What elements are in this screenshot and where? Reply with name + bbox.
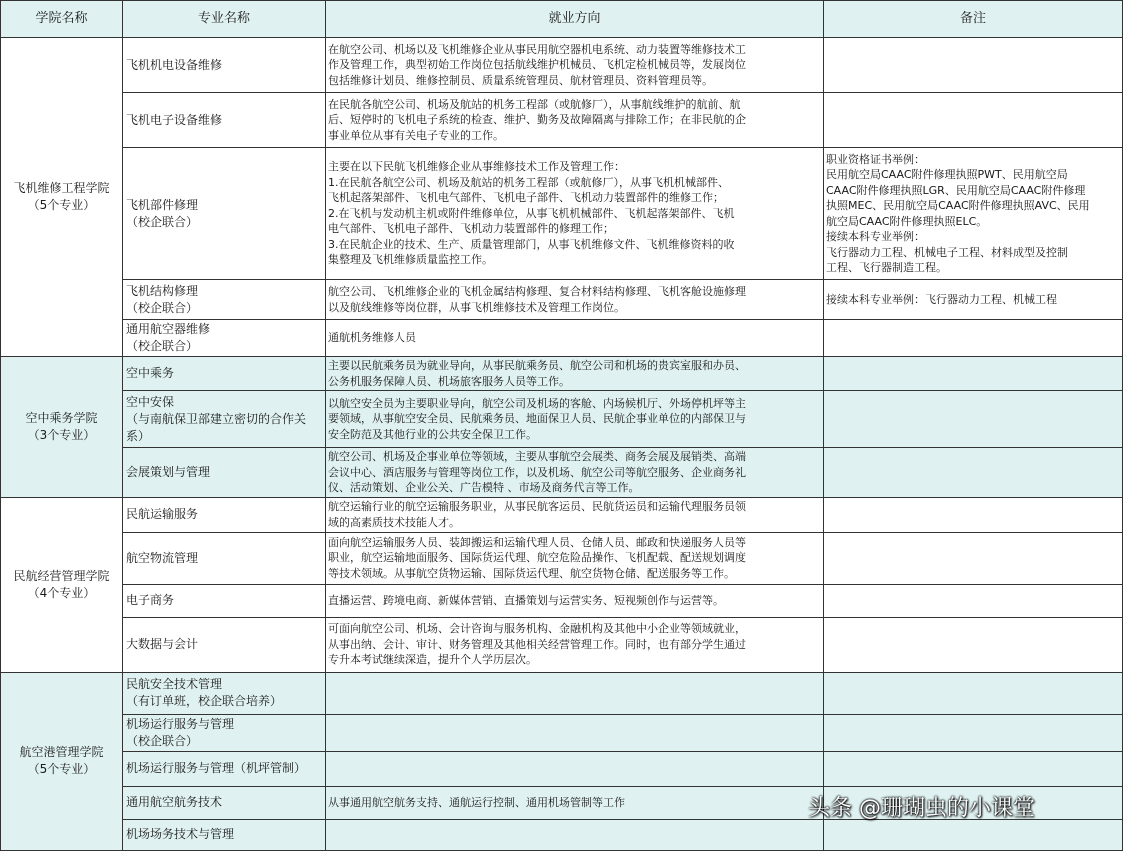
text-line: 执照MEC、民用航空局CAAC附件修理执照AVC、民用	[826, 199, 1090, 212]
college-name-cell	[1, 497, 123, 672]
text-line: 通航机务维修人员	[328, 331, 416, 345]
text-line: 安全防范及其他行业的公共安全保卫工作。	[328, 427, 537, 441]
table-row	[1, 391, 1123, 448]
text-line: 飞机部件修理	[126, 197, 199, 212]
text-line: 直播运营、跨境电商、新媒体营销、直播策划与运营实务、短视频创作与运营等。	[328, 593, 724, 607]
table-row	[1, 714, 1123, 751]
employment-direction-cell	[326, 148, 824, 280]
text-line: 空中乘务	[126, 366, 175, 380]
employment-direction-cell	[326, 320, 824, 357]
employment-direction-cell	[326, 584, 824, 617]
college-name-cell	[1, 672, 123, 850]
text-line: （校企联合）	[126, 214, 199, 229]
note-cell	[824, 148, 1123, 280]
note-cell	[824, 714, 1123, 751]
text-line: 通用航空器维修	[126, 322, 211, 336]
major-name-cell	[123, 38, 326, 93]
text-line: 民用航空局CAAC附件修理执照PWT、民用航空局	[826, 168, 1068, 181]
text-line: 职业资格证书举例：	[826, 152, 925, 166]
note-cell	[824, 819, 1123, 850]
text-line: 会议中心、酒店服务与管理等岗位工作，以及机场、航空公司等航空服务、企业商务礼	[328, 465, 746, 479]
text-line: 3.在民航企业的技术、生产、质量管理部门，从事飞机维修文件、飞机维修资料的收	[328, 237, 735, 251]
text-line: 事业单位从事有关电子专业的工作。	[328, 128, 504, 142]
text-line: 民航运输服务	[126, 507, 199, 521]
employment-direction-cell	[326, 672, 824, 714]
major-name-cell	[123, 617, 326, 672]
major-name-cell	[123, 320, 326, 357]
employment-direction-cell	[326, 617, 824, 672]
table-row	[1, 617, 1123, 672]
note-cell	[824, 497, 1123, 532]
employment-direction-cell	[326, 448, 824, 498]
major-name-cell	[123, 391, 326, 448]
text-line: 职业，航空运输地面服务、国际货运代理、航空危险品操作、飞机配载、配送规划调度	[328, 551, 746, 565]
text-line: 空中安保	[126, 394, 175, 409]
table-body	[1, 38, 1123, 851]
text-line: 空中乘务学院	[25, 410, 98, 425]
note-cell	[824, 38, 1123, 93]
note-cell	[824, 532, 1123, 584]
text-line: 飞机机电设备维修	[126, 57, 223, 72]
text-line: 主要以民航乘务员为就业导向，从事民航乘务员、航空公司和机场的贵宾室服和办员、	[328, 359, 746, 372]
text-line: 航空公司、机场及企事业单位等领域，主要从事航空会展类、商务会展及展销类、高端	[328, 450, 746, 463]
text-line: 民航安全技术管理	[126, 677, 223, 691]
major-name-cell	[123, 448, 326, 498]
note-cell	[824, 391, 1123, 448]
text-line: 飞机结构修理	[126, 283, 199, 298]
employment-direction-cell	[326, 497, 824, 532]
watermark-text: 头条 @珊瑚虫的小课堂	[808, 796, 1035, 821]
text-line: 以航空安全员为主要职业导向，航空公司及机场的客舱、内场候机厅、外场停机坪等主	[328, 396, 746, 410]
employment-direction-cell	[326, 819, 824, 850]
table-row	[1, 93, 1123, 148]
employment-direction-cell	[326, 532, 824, 584]
text-line: CAAC附件修理执照LGR、民用航空局CAAC附件修理	[826, 183, 1086, 197]
text-line: 通用航空航务技术	[126, 795, 223, 809]
major-name-cell	[123, 819, 326, 850]
employment-direction-cell	[326, 751, 824, 786]
text-line: 航空局CAAC附件修理执照ELC。	[826, 214, 988, 228]
employment-direction-cell	[326, 38, 824, 93]
text-line: （与南航保卫部建立密切的合作关	[126, 411, 307, 426]
text-line: 可面向航空公司、机场、会计咨询与服务机构、金融机构及其他中小企业等领域就业，	[328, 622, 746, 636]
major-name-cell	[123, 280, 326, 320]
text-line: 飞机维修工程学院	[13, 181, 110, 195]
text-line: （3个专业）	[27, 427, 96, 442]
major-name-cell	[123, 148, 326, 280]
text-line: 在航空公司、机场以及飞机维修企业从事民用航空器机电系统、动力装置等维修技术工	[328, 42, 746, 56]
header-note: 备注	[824, 1, 1123, 38]
text-line: 系）	[126, 428, 151, 443]
college-name-cell	[1, 38, 123, 357]
employment-direction-cell	[326, 93, 824, 148]
employment-direction-cell	[326, 357, 824, 391]
table-row	[1, 751, 1123, 786]
note-cell	[824, 320, 1123, 357]
text-line: 电子商务	[126, 593, 175, 607]
text-line: 主要在以下民航飞机维修企业从事维修技术工作及管理工作：	[328, 160, 625, 174]
text-line: 仪、活动策划、企业公关、广告模特 、市场及商务代言等工作。	[328, 481, 640, 494]
major-name-cell	[123, 584, 326, 617]
employment-direction-cell	[326, 786, 824, 819]
text-line: 公务机服务保障人员、机场旅客服务人员等工作。	[328, 374, 570, 388]
text-line: 民航经营管理学院	[13, 568, 110, 583]
note-cell	[824, 672, 1123, 714]
note-cell	[824, 93, 1123, 148]
text-line: 1.在民航各航空公司、机场及航站的机务工程部（或航修厂），从事飞机机械部件、	[328, 175, 729, 189]
employment-direction-cell	[326, 280, 824, 320]
major-name-cell	[123, 357, 326, 391]
text-line: 飞机起落架部件、飞机电气部件、飞机电子部件、飞机动力装置部件的维修工作；	[328, 191, 724, 205]
text-line: 包括维修计划员、维修控制员、质量系统管理员、航材管理员、资料管理员等。	[328, 73, 713, 87]
header-direction: 就业方向	[326, 1, 824, 38]
text-line: 接续本科专业举例：飞行器动力工程、机械工程	[826, 292, 1057, 306]
text-line: （校企联合）	[126, 300, 199, 315]
text-line: （5个专业）	[27, 198, 96, 212]
text-line: 航空港管理学院	[19, 745, 104, 759]
text-line: 从事出纳、会计、审计、财务管理及其他相关经营管理工作。同时，也有部分学生通过	[328, 637, 746, 651]
text-line: 集整理及飞机维修质量监控工作。	[328, 253, 493, 267]
table-row	[1, 280, 1123, 320]
employment-direction-cell	[326, 714, 824, 751]
text-line: （4个专业）	[27, 585, 96, 600]
text-line: 航空物流管理	[126, 550, 199, 565]
text-line: （5个专业）	[27, 762, 96, 776]
major-name-cell	[123, 672, 326, 714]
text-line: 在民航各航空公司、机场及航站的机务工程部（或航修厂），从事航线维护的航前、航	[328, 97, 741, 111]
text-line: 电气部件、飞机电子部件、飞机动力装置部件的修理工作；	[328, 222, 614, 236]
note-cell	[824, 617, 1123, 672]
table-row	[1, 532, 1123, 584]
header-major: 专业名称	[123, 1, 326, 38]
table-row	[1, 584, 1123, 617]
text-line: 机场运行服务与管理（机坪管制）	[126, 761, 307, 775]
table-row	[1, 819, 1123, 850]
table-row	[1, 320, 1123, 357]
table-row	[1, 672, 1123, 714]
major-name-cell	[123, 532, 326, 584]
text-line: 从事通用航空航务支持、通航运行控制、通用机场管制等工作	[328, 795, 625, 809]
text-line: 以及航线维修等岗位群，从事飞机维修技术及管理工作岗位。	[328, 300, 625, 314]
note-cell	[824, 280, 1123, 320]
header-college: 学院名称	[1, 1, 123, 38]
text-line: 专升本考试继续深造，提升个人学历层次。	[328, 653, 537, 667]
text-line: （有订单班，校企联合培养）	[126, 694, 283, 708]
text-line: 等技术领域。从事航空货物运输、国际货运代理、航空货物仓储、配送服务等工作。	[328, 566, 735, 580]
text-line: 机场场务技术与管理	[126, 827, 235, 841]
major-name-cell	[123, 714, 326, 751]
table-row	[1, 497, 1123, 532]
text-line: （校企联合）	[126, 339, 199, 353]
text-line: 接续本科专业举例：	[826, 230, 925, 243]
text-line: 机场运行服务与管理	[126, 716, 235, 731]
text-line: （校企联合）	[126, 733, 199, 748]
text-line: 会展策划与管理	[126, 464, 211, 479]
text-line: 作及管理工作，典型初始工作岗位包括航线维护机械员、飞机定检机械员等，发展岗位	[328, 58, 746, 72]
text-line: 2.在飞机与发动机主机或附件维修单位，从事飞机机械部件、飞机起落架部件、飞机	[328, 206, 735, 220]
text-line: 飞行器动力工程、机械电子工程、材料成型及控制	[826, 245, 1068, 259]
text-line: 飞机电子设备维修	[126, 112, 223, 127]
note-cell	[824, 584, 1123, 617]
table-row	[1, 148, 1123, 280]
text-line: 要领域，从事航空安全员、民航乘务员、地面保卫人员、民航企事业单位的内部保卫与	[328, 412, 746, 426]
table-row	[1, 357, 1123, 391]
text-line: 航空公司、飞机维修企业的飞机金属结构修理、复合材料结构修理、飞机客舱设施修理	[328, 285, 746, 298]
note-cell	[824, 751, 1123, 786]
header-row	[1, 1, 1123, 38]
text-line: 后、短停时的飞机电子系统的检查、维护、勤务及故障隔离与排除工作；在非民航的企	[328, 113, 746, 127]
table-row	[1, 38, 1123, 93]
text-line: 大数据与会计	[126, 637, 199, 651]
text-line: 工程、飞行器制造工程。	[826, 261, 947, 274]
table-row	[1, 448, 1123, 498]
text-line: 面向航空运输服务人员、装卸搬运和运输代理人员、仓储人员、邮政和快递服务人员等	[328, 535, 746, 549]
employment-direction-cell	[326, 391, 824, 448]
college-name-cell	[1, 357, 123, 498]
text-line: 域的高素质技术技能人才。	[328, 515, 460, 529]
note-cell	[824, 357, 1123, 391]
note-cell	[824, 448, 1123, 498]
major-name-cell	[123, 786, 326, 819]
major-name-cell	[123, 497, 326, 532]
major-name-cell	[123, 751, 326, 786]
text-line: 航空运输行业的航空运输服务职业，从事民航客运员、民航货运员和运输代理服务员领	[328, 500, 746, 513]
major-name-cell	[123, 93, 326, 148]
